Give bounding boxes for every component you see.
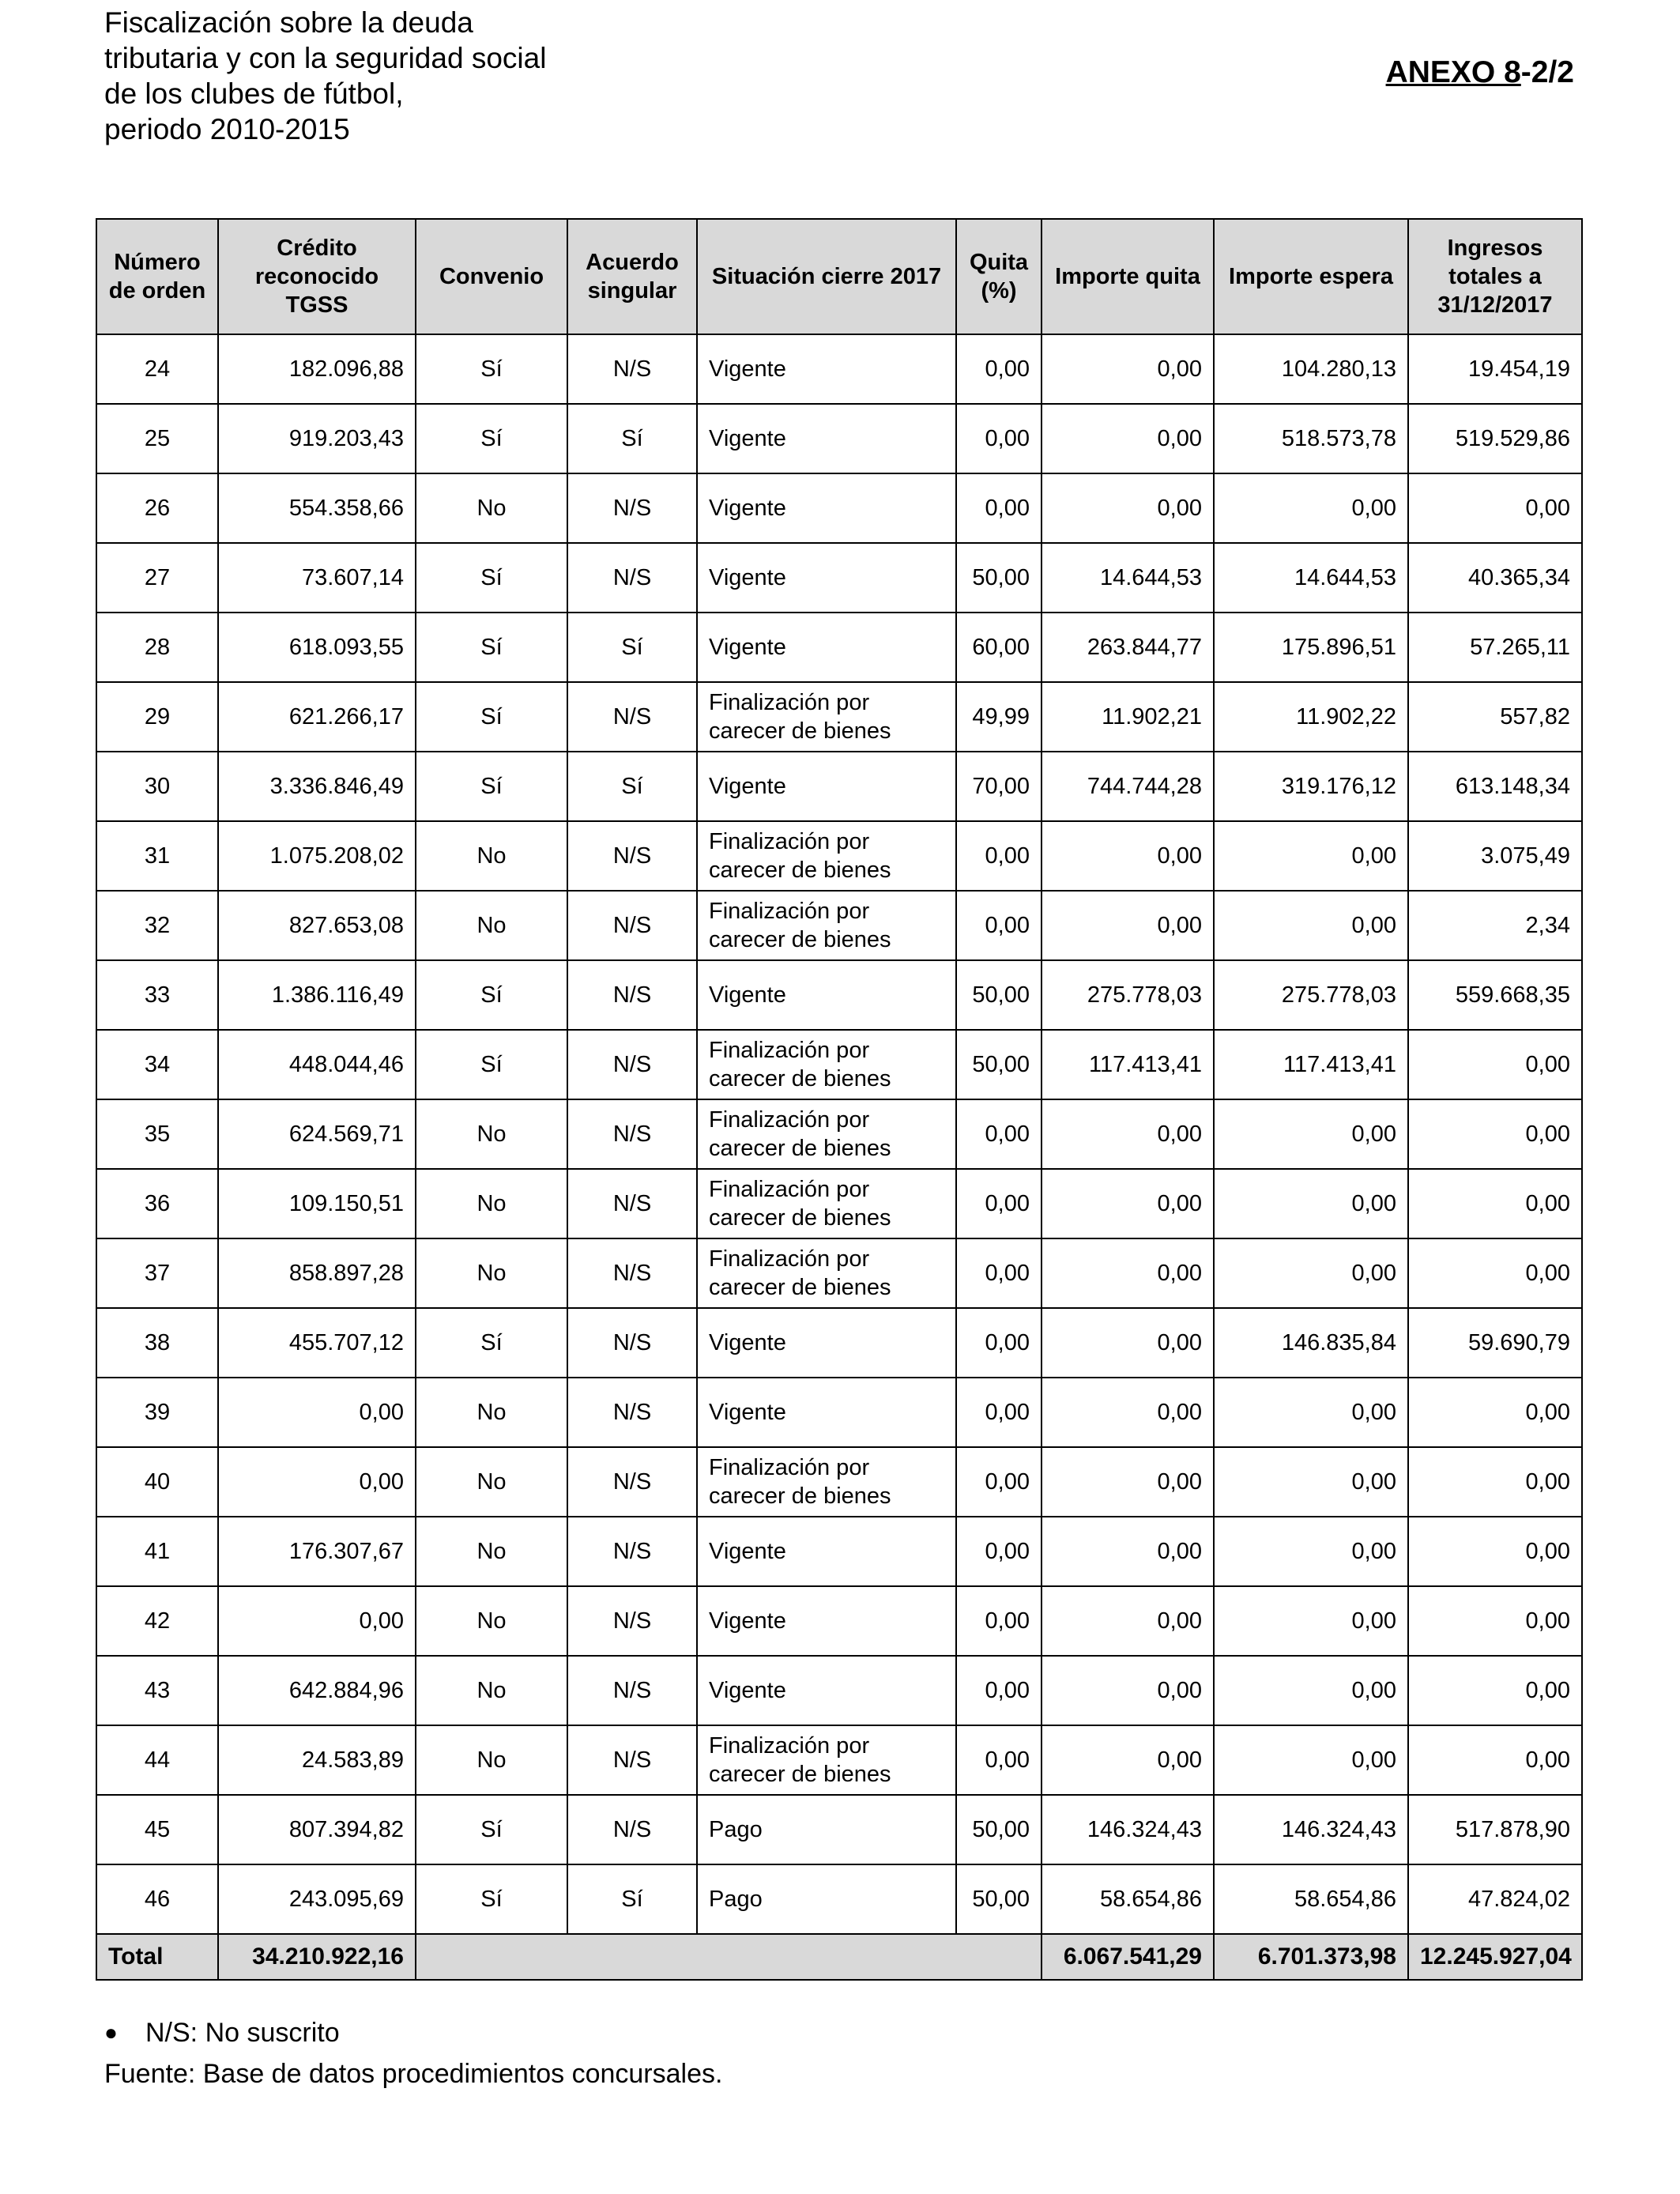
cell-importe-quita: 0,00 (1042, 1447, 1214, 1517)
cell-importe-espera: 0,00 (1214, 1169, 1408, 1238)
cell-ingresos: 613.148,34 (1408, 752, 1582, 821)
cell-convenio: Sí (416, 404, 567, 473)
table-row (96, 1378, 1582, 1447)
cell-importe-quita: 11.902,21 (1042, 682, 1214, 752)
cell-convenio: No (416, 1238, 567, 1308)
cell-situacion: Vigente (697, 1586, 956, 1656)
cell-numero: 26 (96, 473, 218, 543)
cell-importe-quita: 58.654,86 (1042, 1864, 1214, 1934)
cell-credito: 1.075.208,02 (218, 821, 416, 891)
cell-credito: 182.096,88 (218, 334, 416, 404)
cell-situacion: Finalización por carecer de bienes (697, 682, 956, 752)
cell-acuerdo: N/S (567, 1169, 697, 1238)
cell-quita-pct: 50,00 (956, 960, 1042, 1030)
cell-importe-espera: 0,00 (1214, 1656, 1408, 1725)
cell-numero: 29 (96, 682, 218, 752)
bullet-icon: ● (104, 2020, 118, 2045)
cell-convenio: No (416, 1447, 567, 1517)
cell-importe-quita: 0,00 (1042, 334, 1214, 404)
cell-acuerdo: N/S (567, 1030, 697, 1099)
cell-acuerdo: N/S (567, 334, 697, 404)
cell-acuerdo: N/S (567, 1795, 697, 1864)
cell-convenio: No (416, 1656, 567, 1725)
cell-importe-quita: 0,00 (1042, 1656, 1214, 1725)
cell-credito: 807.394,82 (218, 1795, 416, 1864)
cell-acuerdo: N/S (567, 821, 697, 891)
total-importe-quita: 6.067.541,29 (1042, 1934, 1214, 1980)
annex-label (1386, 55, 1574, 90)
table-row (96, 1099, 1582, 1169)
cell-convenio: Sí (416, 1030, 567, 1099)
cell-acuerdo: N/S (567, 1586, 697, 1656)
cell-convenio: Sí (416, 960, 567, 1030)
cell-situacion: Vigente (697, 404, 956, 473)
cell-importe-espera: 0,00 (1214, 1725, 1408, 1795)
title-line: de los clubes de fútbol, (104, 77, 404, 110)
cell-numero: 24 (96, 334, 218, 404)
cell-acuerdo: N/S (567, 1725, 697, 1795)
cell-quita-pct: 0,00 (956, 891, 1042, 960)
table-row (96, 1308, 1582, 1378)
cell-numero: 41 (96, 1517, 218, 1586)
cell-ingresos: 47.824,02 (1408, 1864, 1582, 1934)
table-row (96, 1725, 1582, 1795)
cell-situacion: Vigente (697, 1517, 956, 1586)
cell-numero: 27 (96, 543, 218, 613)
cell-situacion: Finalización por carecer de bienes (697, 1169, 956, 1238)
cell-credito: 827.653,08 (218, 891, 416, 960)
cell-importe-quita: 0,00 (1042, 1586, 1214, 1656)
cell-importe-espera: 104.280,13 (1214, 334, 1408, 404)
cell-acuerdo: N/S (567, 682, 697, 752)
table-row (96, 821, 1582, 891)
col-header-situacion: Situación cierre 2017 (697, 219, 956, 334)
cell-credito: 642.884,96 (218, 1656, 416, 1725)
cell-numero: 45 (96, 1795, 218, 1864)
cell-quita-pct: 0,00 (956, 1308, 1042, 1378)
table-row (96, 1517, 1582, 1586)
table-row (96, 473, 1582, 543)
cell-numero: 39 (96, 1378, 218, 1447)
total-importe-espera: 6.701.373,98 (1214, 1934, 1408, 1980)
col-header-numero: Número de orden (96, 219, 218, 334)
cell-importe-quita: 0,00 (1042, 1517, 1214, 1586)
col-header-quita-pct: Quita (%) (956, 219, 1042, 334)
cell-convenio: No (416, 1517, 567, 1586)
cell-importe-quita: 0,00 (1042, 1169, 1214, 1238)
cell-credito: 176.307,67 (218, 1517, 416, 1586)
cell-quita-pct: 0,00 (956, 1586, 1042, 1656)
note-ns-text: N/S: No suscrito (145, 2018, 340, 2048)
cell-acuerdo: N/S (567, 473, 697, 543)
cell-numero: 34 (96, 1030, 218, 1099)
cell-importe-quita: 0,00 (1042, 473, 1214, 543)
cell-credito: 919.203,43 (218, 404, 416, 473)
table-row (96, 1238, 1582, 1308)
cell-ingresos: 557,82 (1408, 682, 1582, 752)
cell-importe-quita: 0,00 (1042, 1378, 1214, 1447)
cell-quita-pct: 50,00 (956, 1030, 1042, 1099)
table-row (96, 334, 1582, 404)
cell-situacion: Vigente (697, 543, 956, 613)
cell-convenio: Sí (416, 613, 567, 682)
cell-importe-espera: 0,00 (1214, 891, 1408, 960)
cell-quita-pct: 0,00 (956, 1099, 1042, 1169)
cell-acuerdo: Sí (567, 404, 697, 473)
cell-acuerdo: N/S (567, 1099, 697, 1169)
cell-quita-pct: 0,00 (956, 1447, 1042, 1517)
col-header-convenio: Convenio (416, 219, 567, 334)
cell-importe-espera: 0,00 (1214, 1447, 1408, 1517)
cell-acuerdo: N/S (567, 960, 697, 1030)
total-label: Total (96, 1934, 218, 1980)
cell-importe-quita: 0,00 (1042, 1725, 1214, 1795)
cell-quita-pct: 50,00 (956, 1795, 1042, 1864)
cell-situacion: Finalización por carecer de bienes (697, 1238, 956, 1308)
cell-acuerdo: Sí (567, 752, 697, 821)
debt-table (96, 218, 1583, 1981)
cell-ingresos: 40.365,34 (1408, 543, 1582, 613)
cell-acuerdo: N/S (567, 1517, 697, 1586)
cell-ingresos: 57.265,11 (1408, 613, 1582, 682)
cell-convenio: No (416, 1725, 567, 1795)
cell-credito: 0,00 (218, 1586, 416, 1656)
cell-numero: 30 (96, 752, 218, 821)
cell-credito: 109.150,51 (218, 1169, 416, 1238)
cell-numero: 38 (96, 1308, 218, 1378)
annex-number: ANEXO 8 (1385, 55, 1521, 89)
cell-ingresos: 0,00 (1408, 1447, 1582, 1517)
table-header-row (96, 219, 1582, 334)
col-header-importe-espera: Importe espera (1214, 219, 1408, 334)
cell-importe-espera: 117.413,41 (1214, 1030, 1408, 1099)
col-header-ingresos: Ingresos totales a 31/12/2017 (1408, 219, 1582, 334)
cell-importe-espera: 0,00 (1214, 1378, 1408, 1447)
cell-credito: 624.569,71 (218, 1099, 416, 1169)
total-credito: 34.210.922,16 (218, 1934, 416, 1980)
cell-ingresos: 19.454,19 (1408, 334, 1582, 404)
cell-quita-pct: 0,00 (956, 473, 1042, 543)
cell-quita-pct: 49,99 (956, 682, 1042, 752)
cell-numero: 42 (96, 1586, 218, 1656)
cell-quita-pct: 0,00 (956, 1656, 1042, 1725)
cell-credito: 621.266,17 (218, 682, 416, 752)
cell-numero: 25 (96, 404, 218, 473)
cell-importe-espera: 175.896,51 (1214, 613, 1408, 682)
cell-situacion: Vigente (697, 1308, 956, 1378)
table-row (96, 1864, 1582, 1934)
cell-ingresos: 0,00 (1408, 1030, 1582, 1099)
cell-convenio: Sí (416, 1795, 567, 1864)
cell-convenio: No (416, 1378, 567, 1447)
table-row (96, 1656, 1582, 1725)
table-row (96, 543, 1582, 613)
cell-importe-espera: 518.573,78 (1214, 404, 1408, 473)
cell-quita-pct: 0,00 (956, 1725, 1042, 1795)
cell-numero: 37 (96, 1238, 218, 1308)
annex-page: -2/2 (1520, 55, 1574, 89)
table-total-row (96, 1934, 1582, 1980)
cell-importe-espera: 58.654,86 (1214, 1864, 1408, 1934)
title-line: periodo 2010-2015 (104, 113, 350, 145)
cell-quita-pct: 0,00 (956, 404, 1042, 473)
cell-ingresos: 0,00 (1408, 473, 1582, 543)
table-row (96, 1169, 1582, 1238)
cell-numero: 44 (96, 1725, 218, 1795)
cell-numero: 33 (96, 960, 218, 1030)
table-row (96, 1030, 1582, 1099)
cell-credito: 618.093,55 (218, 613, 416, 682)
cell-ingresos: 0,00 (1408, 1169, 1582, 1238)
cell-importe-espera: 0,00 (1214, 821, 1408, 891)
cell-situacion: Vigente (697, 1656, 956, 1725)
cell-acuerdo: N/S (567, 543, 697, 613)
cell-situacion: Finalización por carecer de bienes (697, 1030, 956, 1099)
cell-ingresos: 0,00 (1408, 1099, 1582, 1169)
cell-credito: 455.707,12 (218, 1308, 416, 1378)
title-line: tributaria y con la seguridad social (104, 42, 547, 74)
cell-importe-espera: 0,00 (1214, 1586, 1408, 1656)
cell-importe-quita: 275.778,03 (1042, 960, 1214, 1030)
table-row (96, 613, 1582, 682)
cell-convenio: No (416, 473, 567, 543)
cell-numero: 46 (96, 1864, 218, 1934)
cell-situacion: Finalización por carecer de bienes (697, 1099, 956, 1169)
col-header-acuerdo: Acuerdo singular (567, 219, 697, 334)
cell-credito: 3.336.846,49 (218, 752, 416, 821)
cell-numero: 32 (96, 891, 218, 960)
cell-situacion: Vigente (697, 752, 956, 821)
cell-convenio: Sí (416, 1864, 567, 1934)
cell-acuerdo: N/S (567, 1656, 697, 1725)
cell-situacion: Vigente (697, 1378, 956, 1447)
cell-credito: 0,00 (218, 1378, 416, 1447)
cell-situacion: Finalización por carecer de bienes (697, 821, 956, 891)
cell-quita-pct: 0,00 (956, 1169, 1042, 1238)
cell-quita-pct: 70,00 (956, 752, 1042, 821)
cell-acuerdo: Sí (567, 1864, 697, 1934)
cell-situacion: Vigente (697, 473, 956, 543)
cell-situacion: Pago (697, 1795, 956, 1864)
cell-situacion: Finalización por carecer de bienes (697, 1725, 956, 1795)
cell-importe-espera: 0,00 (1214, 1517, 1408, 1586)
cell-numero: 36 (96, 1169, 218, 1238)
cell-acuerdo: N/S (567, 891, 697, 960)
cell-convenio: No (416, 1099, 567, 1169)
table-row (96, 891, 1582, 960)
cell-acuerdo: N/S (567, 1378, 697, 1447)
cell-importe-quita: 146.324,43 (1042, 1795, 1214, 1864)
cell-ingresos: 3.075,49 (1408, 821, 1582, 891)
cell-ingresos: 2,34 (1408, 891, 1582, 960)
cell-importe-espera: 0,00 (1214, 1238, 1408, 1308)
note-bullet (104, 2012, 722, 2053)
cell-convenio: Sí (416, 752, 567, 821)
cell-ingresos: 0,00 (1408, 1586, 1582, 1656)
cell-importe-quita: 0,00 (1042, 404, 1214, 473)
cell-numero: 40 (96, 1447, 218, 1517)
cell-credito: 0,00 (218, 1447, 416, 1517)
cell-convenio: No (416, 1586, 567, 1656)
cell-importe-espera: 275.778,03 (1214, 960, 1408, 1030)
cell-convenio: Sí (416, 1308, 567, 1378)
table-row (96, 404, 1582, 473)
cell-situacion: Pago (697, 1864, 956, 1934)
table-row (96, 1795, 1582, 1864)
cell-importe-quita: 0,00 (1042, 1238, 1214, 1308)
cell-ingresos: 517.878,90 (1408, 1795, 1582, 1864)
cell-situacion: Finalización por carecer de bienes (697, 891, 956, 960)
cell-situacion: Vigente (697, 613, 956, 682)
cell-importe-espera: 319.176,12 (1214, 752, 1408, 821)
cell-importe-espera: 0,00 (1214, 1099, 1408, 1169)
cell-numero: 43 (96, 1656, 218, 1725)
cell-quita-pct: 50,00 (956, 543, 1042, 613)
cell-importe-quita: 263.844,77 (1042, 613, 1214, 682)
cell-credito: 73.607,14 (218, 543, 416, 613)
cell-ingresos: 559.668,35 (1408, 960, 1582, 1030)
cell-importe-quita: 0,00 (1042, 891, 1214, 960)
cell-quita-pct: 0,00 (956, 1378, 1042, 1447)
cell-credito: 1.386.116,49 (218, 960, 416, 1030)
table-row (96, 752, 1582, 821)
cell-convenio: No (416, 1169, 567, 1238)
cell-convenio: Sí (416, 682, 567, 752)
cell-credito: 554.358,66 (218, 473, 416, 543)
table-notes (104, 2012, 722, 2094)
cell-situacion: Vigente (697, 960, 956, 1030)
cell-numero: 31 (96, 821, 218, 891)
table-row (96, 1586, 1582, 1656)
cell-convenio: No (416, 891, 567, 960)
table-row (96, 1447, 1582, 1517)
cell-acuerdo: N/S (567, 1447, 697, 1517)
cell-situacion: Vigente (697, 334, 956, 404)
cell-quita-pct: 0,00 (956, 821, 1042, 891)
cell-importe-espera: 11.902,22 (1214, 682, 1408, 752)
cell-ingresos: 0,00 (1408, 1378, 1582, 1447)
cell-ingresos: 59.690,79 (1408, 1308, 1582, 1378)
cell-importe-quita: 0,00 (1042, 1308, 1214, 1378)
cell-ingresos: 0,00 (1408, 1517, 1582, 1586)
cell-quita-pct: 60,00 (956, 613, 1042, 682)
source-note: Fuente: Base de datos procedimientos concursales. (104, 2059, 723, 2089)
cell-importe-quita: 744.744,28 (1042, 752, 1214, 821)
cell-convenio: Sí (416, 543, 567, 613)
table-body (96, 334, 1582, 1934)
cell-importe-quita: 0,00 (1042, 1099, 1214, 1169)
cell-credito: 24.583,89 (218, 1725, 416, 1795)
col-header-credito: Crédito reconocido TGSS (218, 219, 416, 334)
cell-ingresos: 0,00 (1408, 1238, 1582, 1308)
cell-importe-espera: 146.324,43 (1214, 1795, 1408, 1864)
cell-quita-pct: 50,00 (956, 1864, 1042, 1934)
cell-importe-espera: 146.835,84 (1214, 1308, 1408, 1378)
cell-importe-espera: 0,00 (1214, 473, 1408, 543)
cell-acuerdo: N/S (567, 1308, 697, 1378)
cell-ingresos: 0,00 (1408, 1656, 1582, 1725)
cell-numero: 35 (96, 1099, 218, 1169)
cell-ingresos: 519.529,86 (1408, 404, 1582, 473)
cell-numero: 28 (96, 613, 218, 682)
cell-importe-espera: 14.644,53 (1214, 543, 1408, 613)
cell-credito: 858.897,28 (218, 1238, 416, 1308)
cell-ingresos: 0,00 (1408, 1725, 1582, 1795)
table-row (96, 682, 1582, 752)
document-title (104, 5, 546, 147)
cell-convenio: No (416, 821, 567, 891)
cell-quita-pct: 0,00 (956, 1238, 1042, 1308)
cell-acuerdo: Sí (567, 613, 697, 682)
cell-credito: 243.095,69 (218, 1864, 416, 1934)
col-header-importe-quita: Importe quita (1042, 219, 1214, 334)
total-ingresos: 12.245.927,04 (1408, 1934, 1582, 1980)
cell-credito: 448.044,46 (218, 1030, 416, 1099)
table-row (96, 960, 1582, 1030)
title-line: Fiscalización sobre la deuda (104, 6, 473, 39)
cell-quita-pct: 0,00 (956, 334, 1042, 404)
cell-importe-quita: 117.413,41 (1042, 1030, 1214, 1099)
cell-importe-quita: 14.644,53 (1042, 543, 1214, 613)
cell-convenio: Sí (416, 334, 567, 404)
cell-quita-pct: 0,00 (956, 1517, 1042, 1586)
cell-situacion: Finalización por carecer de bienes (697, 1447, 956, 1517)
cell-acuerdo: N/S (567, 1238, 697, 1308)
cell-importe-quita: 0,00 (1042, 821, 1214, 891)
total-empty-cell (416, 1934, 1042, 1980)
